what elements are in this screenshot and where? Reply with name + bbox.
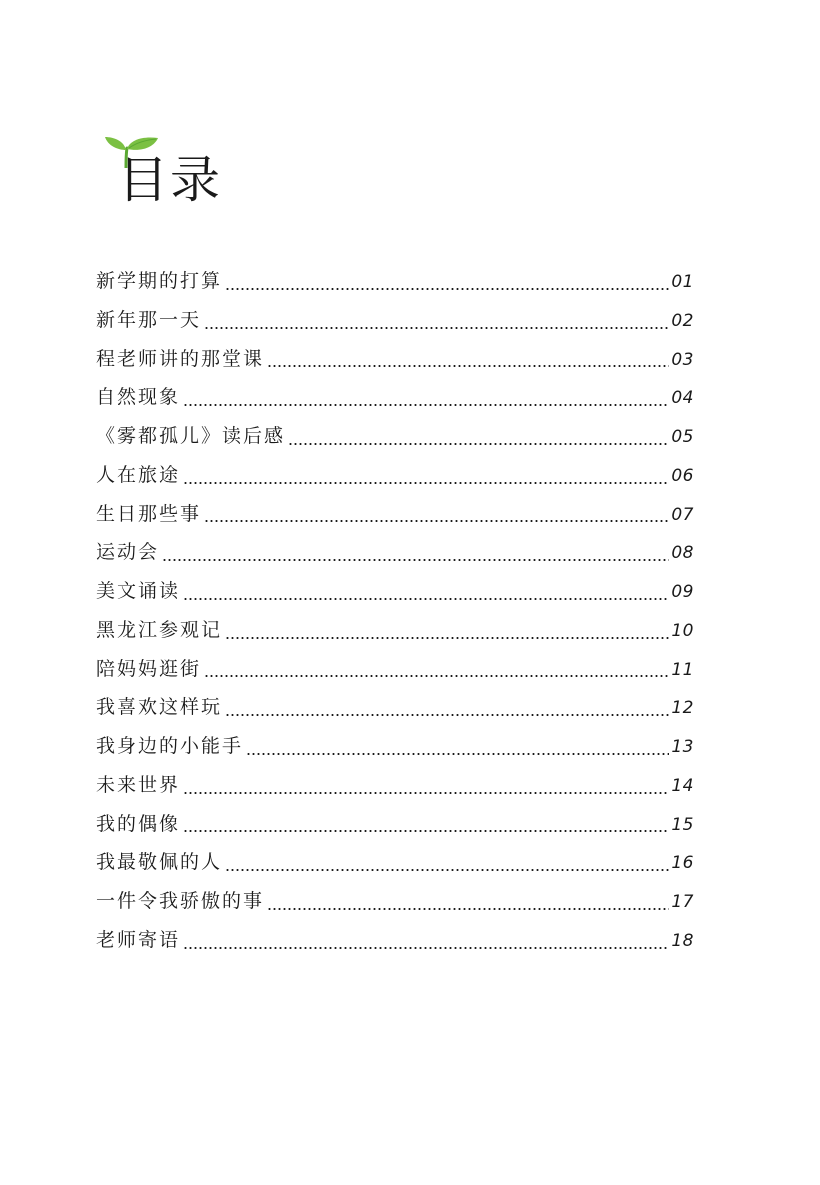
toc-entry-title: 自然现象 [96, 386, 181, 409]
toc-entry-page-number: 16 [671, 853, 694, 874]
dot-leader [183, 792, 669, 794]
dot-leader [183, 830, 669, 832]
toc-entry[interactable] [96, 268, 694, 307]
toc-entry-title: 一件令我骄傲的事 [96, 890, 265, 912]
toc-entry-page-number: 13 [671, 737, 694, 757]
dot-leader [204, 520, 669, 522]
toc-entry-page-number: 10 [671, 620, 694, 641]
toc-heading [104, 134, 244, 214]
toc-entry[interactable] [96, 849, 694, 888]
dot-leader [288, 443, 669, 445]
toc-entry-page-number: 14 [671, 775, 694, 796]
page-title: 目录 [118, 151, 222, 209]
toc-entry-page-number: 03 [671, 349, 694, 370]
dot-leader [267, 908, 669, 910]
toc-entry-title: 我的偶像 [96, 812, 181, 835]
toc-entry-page-number: 08 [671, 543, 694, 564]
toc-entry-page-number: 12 [671, 698, 694, 719]
dot-leader [183, 482, 669, 484]
toc-entry[interactable] [96, 927, 694, 966]
toc-entry[interactable] [96, 423, 694, 462]
dot-leader [204, 675, 669, 677]
table-of-contents [96, 268, 694, 966]
toc-entry-title: 老师寄语 [96, 928, 181, 951]
toc-entry-title: 我喜欢这样玩 [96, 696, 223, 719]
toc-entry[interactable] [96, 694, 694, 733]
toc-entry-title: 生日那些事 [96, 502, 202, 525]
toc-entry-title: 新学期的打算 [96, 270, 223, 292]
dot-leader [183, 598, 669, 600]
toc-entry-page-number: 06 [671, 465, 694, 486]
dot-leader [267, 365, 669, 367]
dot-leader [225, 869, 669, 871]
toc-entry-title: 《雾都孤儿》读后感 [96, 425, 286, 447]
toc-entry[interactable] [96, 772, 694, 811]
dot-leader [162, 559, 669, 561]
toc-entry[interactable] [96, 539, 694, 578]
toc-entry-title: 陪妈妈逛街 [96, 657, 202, 680]
dot-leader [225, 637, 669, 639]
toc-entry-page-number: 17 [671, 892, 694, 912]
toc-entry-page-number: 07 [671, 504, 694, 525]
toc-entry-title: 我最敬佩的人 [96, 851, 223, 874]
toc-entry-page-number: 04 [671, 388, 694, 409]
toc-entry[interactable] [96, 346, 694, 385]
toc-entry[interactable] [96, 811, 694, 850]
dot-leader [225, 714, 669, 716]
toc-entry-page-number: 18 [671, 930, 694, 951]
toc-entry[interactable] [96, 617, 694, 656]
toc-entry[interactable] [96, 384, 694, 423]
toc-entry[interactable] [96, 578, 694, 617]
dot-leader [204, 327, 669, 329]
dot-leader [183, 947, 669, 949]
dot-leader [246, 753, 669, 755]
toc-entry-title: 我身边的小能手 [96, 735, 244, 757]
toc-entry-title: 黑龙江参观记 [96, 618, 223, 641]
dot-leader [225, 288, 669, 290]
toc-entry-title: 美文诵读 [96, 580, 181, 602]
toc-entry[interactable] [96, 888, 694, 927]
toc-entry-page-number: 05 [671, 427, 694, 447]
toc-entry-page-number: 11 [671, 659, 694, 680]
toc-entry-page-number: 09 [671, 582, 694, 602]
toc-entry-title: 新年那一天 [96, 308, 202, 331]
toc-entry-title: 未来世界 [96, 773, 181, 796]
toc-entry-title: 人在旅途 [96, 463, 181, 486]
toc-entry-title: 程老师讲的那堂课 [96, 347, 265, 370]
dot-leader [183, 404, 669, 406]
toc-entry[interactable] [96, 733, 694, 772]
toc-entry-page-number: 01 [671, 272, 694, 292]
toc-entry[interactable] [96, 462, 694, 501]
toc-entry[interactable] [96, 501, 694, 540]
toc-entry-page-number: 02 [671, 310, 694, 331]
toc-entry-title: 运动会 [96, 541, 160, 564]
toc-entry[interactable] [96, 307, 694, 346]
toc-entry-page-number: 15 [671, 814, 694, 835]
toc-entry[interactable] [96, 656, 694, 695]
